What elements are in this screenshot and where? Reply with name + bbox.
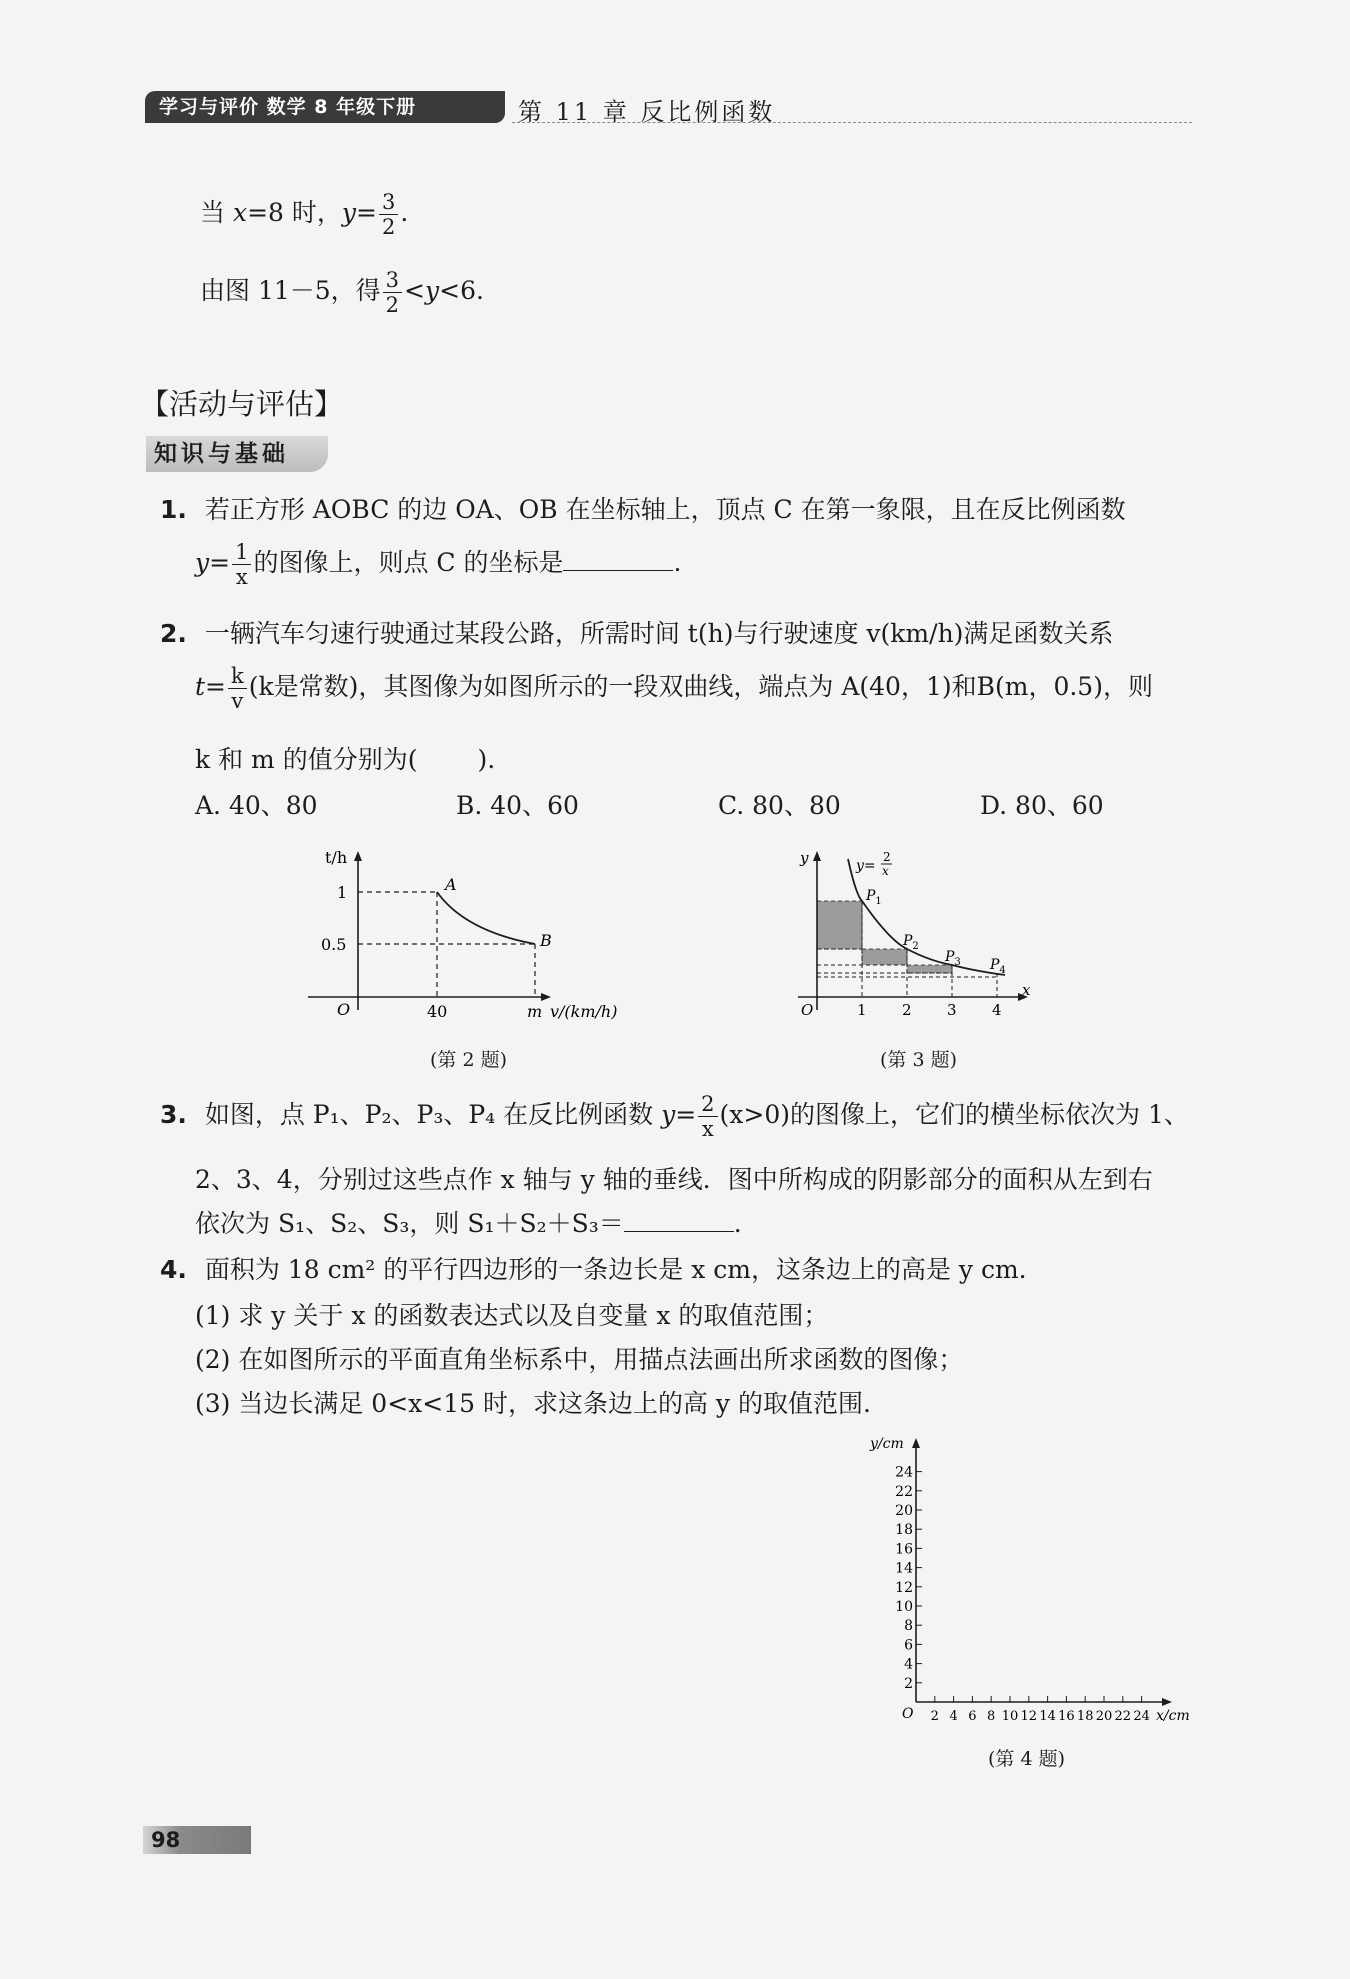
period: .	[673, 548, 682, 577]
question-text: 面积为 18 cm² 的平行四边形的一条边长是 x cm，这条边上的高是 y cm.	[204, 1255, 1027, 1284]
question-4-part-2: (2) 在如图所示的平面直角坐标系中，用描点法画出所求函数的图像；	[195, 1345, 964, 1374]
question-text: (x>0)的图像上，它们的横坐标依次为 1、	[719, 1100, 1189, 1129]
question-text: 一辆汽车匀速行驶通过某段公路，所需时间 t(h)与行驶速度 v(km/h)满足函数关系	[204, 619, 1114, 648]
chapter-title: 第 11 章 反比例函数	[518, 98, 776, 126]
x-tick-label: 12	[1020, 1709, 1038, 1724]
x-tick-m: m	[527, 1002, 543, 1021]
y-tick-label: 4	[904, 1656, 913, 1673]
question-text: 如图，点 P₁、P₂、P₃、P₄ 在反比例函数	[204, 1100, 662, 1129]
point-a-label: A	[445, 875, 457, 894]
intro-text: =	[356, 198, 377, 227]
option-b[interactable]: B. 40、60	[456, 791, 579, 820]
figure-3-graph	[790, 845, 1050, 1025]
period: .	[733, 1209, 742, 1238]
var-t: t	[195, 672, 206, 701]
y-tick-label: 20	[895, 1503, 913, 1519]
equals: =	[205, 672, 226, 701]
question-4-line-1	[160, 1250, 1027, 1286]
question-4-part-3: (3) 当边长满足 0<x<15 时，求这条边上的高 y 的取值范围.	[195, 1389, 871, 1418]
origin-label: O	[801, 1001, 814, 1019]
y-axis-arrow	[912, 1438, 920, 1448]
y-tick-label: 2	[904, 1675, 913, 1692]
section-title: 【活动与评估】	[140, 387, 344, 421]
book-title-band	[145, 91, 505, 123]
equals: =	[209, 548, 231, 577]
y-tick-label: 18	[895, 1522, 913, 1539]
fraction	[379, 190, 398, 239]
section-subtitle: 知识与基础	[146, 436, 328, 472]
numerator: 2	[698, 1092, 717, 1117]
fraction	[228, 664, 247, 713]
figure-2-caption: (第 2 题)	[430, 1049, 507, 1071]
shaded-area-s2	[862, 949, 907, 965]
fraction	[232, 540, 251, 589]
book-title: 学习与评价 数学 8 年级下册	[159, 96, 417, 118]
intro-line-2	[200, 268, 484, 317]
numerator: 3	[383, 268, 402, 293]
header-divider	[512, 122, 1192, 123]
x-tick-label: 20	[1095, 1709, 1113, 1724]
question-text: 的图像上，则点 C 的坐标是	[253, 548, 564, 577]
y-axis-arrow	[354, 851, 362, 861]
figure-2-graph	[295, 845, 645, 1025]
point-p1-label: $P_1$	[866, 888, 882, 907]
intro-text: <	[404, 276, 425, 305]
option-c[interactable]: C. 80、80	[718, 791, 841, 820]
answer-blank[interactable]	[563, 548, 673, 571]
figure-4-caption: (第 4 题)	[988, 1748, 1065, 1770]
y-tick-0-5: 0.5	[321, 935, 347, 954]
answer-blank[interactable]	[624, 1209, 734, 1232]
figure-4-coordinate-grid[interactable]	[860, 1432, 1200, 1732]
y-axis-label: t/h	[325, 848, 348, 867]
intro-text: <6.	[439, 276, 484, 305]
y-tick-label: 12	[895, 1579, 913, 1596]
var-y: y	[341, 198, 356, 227]
question-number: 3.	[160, 1100, 187, 1129]
var-y: y	[425, 276, 440, 305]
var-x: x	[232, 198, 248, 227]
x-tick-label: 16	[1058, 1709, 1075, 1724]
question-2-line-1	[160, 614, 1113, 650]
numerator: 1	[232, 540, 251, 565]
question-3-line-1	[160, 1092, 1189, 1141]
intro-text: 由图 11－5，得	[200, 276, 381, 305]
question-number: 1.	[160, 495, 187, 524]
question-1-line-1	[160, 490, 1126, 526]
x-axis-arrow	[1162, 1698, 1172, 1706]
x-tick-3: 3	[947, 1001, 957, 1019]
y-tick-label: 8	[904, 1618, 913, 1635]
shaded-area-s1	[817, 901, 862, 949]
point-b-label: B	[540, 931, 552, 950]
denominator: x	[701, 1117, 714, 1141]
y-axis-label: y	[800, 849, 809, 867]
intro-text: 当	[200, 198, 233, 227]
question-number: 2.	[160, 619, 187, 648]
curve-label-numerator: 2	[883, 850, 891, 864]
y-tick-1: 1	[337, 883, 348, 902]
x-tick-label: 14	[1039, 1709, 1056, 1724]
curve-label: y=	[856, 858, 876, 874]
x-axis-label: x	[1022, 981, 1031, 999]
denominator: x	[235, 565, 248, 589]
var-y: y	[661, 1100, 676, 1129]
x-tick-40: 40	[427, 1002, 448, 1021]
x-tick-label: 18	[1076, 1709, 1094, 1724]
x-tick-label: 2	[930, 1709, 939, 1724]
x-tick-label: 22	[1114, 1709, 1132, 1724]
intro-line-1	[200, 190, 408, 239]
numerator: k	[228, 664, 247, 689]
question-text: ).	[477, 745, 496, 774]
question-2-line-2	[195, 664, 1153, 713]
question-1-line-2	[195, 540, 681, 589]
y-tick-label: 6	[904, 1637, 913, 1654]
denominator: 2	[385, 293, 400, 317]
x-tick-4: 4	[992, 1001, 1002, 1019]
x-tick-label: 8	[987, 1709, 996, 1724]
point-p2-label: $P_2$	[903, 933, 919, 952]
fraction	[383, 268, 402, 317]
x-tick-2: 2	[902, 1001, 912, 1019]
var-y: y	[195, 548, 210, 577]
denominator: v	[231, 689, 244, 713]
question-2-line-3	[195, 740, 495, 776]
x-axis-label: x/cm	[1156, 1708, 1190, 1724]
shaded-area-s3	[907, 965, 952, 973]
x-tick-label: 4	[949, 1709, 958, 1724]
option-a[interactable]: A. 40、80	[195, 791, 318, 820]
figure-3-caption: (第 3 题)	[880, 1049, 957, 1071]
question-text: (k是常数)，其图像为如图所示的一段双曲线，端点为 A(40，1)和B(m，0.5)，则	[248, 672, 1153, 701]
denominator: 2	[381, 215, 396, 239]
x-tick-label: 10	[1001, 1709, 1019, 1724]
origin-label: O	[902, 1706, 914, 1722]
x-axis-label: v/(km/h)	[550, 1002, 618, 1021]
tick-group	[895, 1465, 1150, 1724]
question-3-line-2: 2、3、4，分别过这些点作 x 轴与 y 轴的垂线．图中所构成的阴影部分的面积从左到右	[195, 1165, 1153, 1194]
x-tick-label: 24	[1133, 1709, 1150, 1724]
point-p3-label: $P_3$	[945, 949, 961, 968]
option-d[interactable]: D. 80、60	[980, 791, 1104, 820]
origin-label: O	[337, 1000, 351, 1019]
y-tick-label: 14	[895, 1560, 913, 1577]
question-text: k 和 m 的值分别为(	[195, 745, 418, 774]
question-text: 若正方形 AOBC 的边 OA、OB 在坐标轴上，顶点 C 在第一象限，且在反比例函数	[204, 495, 1126, 524]
intro-text: =8 时，	[247, 198, 342, 227]
x-tick-label: 6	[968, 1709, 977, 1724]
equals: =	[675, 1100, 697, 1129]
y-tick-label: 22	[895, 1483, 913, 1500]
intro-text: .	[400, 198, 409, 227]
curve-label-denominator: x	[882, 864, 889, 878]
question-3-line-3	[195, 1204, 742, 1240]
numerator: 3	[379, 190, 398, 215]
x-axis-arrow	[541, 993, 551, 1001]
page-number: 98	[143, 1826, 251, 1854]
question-number: 4.	[160, 1255, 187, 1284]
x-tick-1: 1	[857, 1001, 867, 1019]
y-tick-label: 10	[895, 1599, 913, 1615]
y-tick-label: 24	[895, 1464, 913, 1481]
y-axis-label: y/cm	[870, 1436, 904, 1452]
point-p4-label: $P_4$	[990, 957, 1006, 976]
y-tick-label: 16	[895, 1541, 913, 1558]
fraction	[698, 1092, 717, 1141]
question-4-part-1: (1) 求 y 关于 x 的函数表达式以及自变量 x 的取值范围；	[195, 1301, 829, 1330]
y-axis-arrow	[813, 851, 821, 861]
question-text: 依次为 S₁、S₂、S₃，则 S₁＋S₂＋S₃＝	[195, 1209, 624, 1238]
hyperbola-curve	[437, 892, 535, 944]
